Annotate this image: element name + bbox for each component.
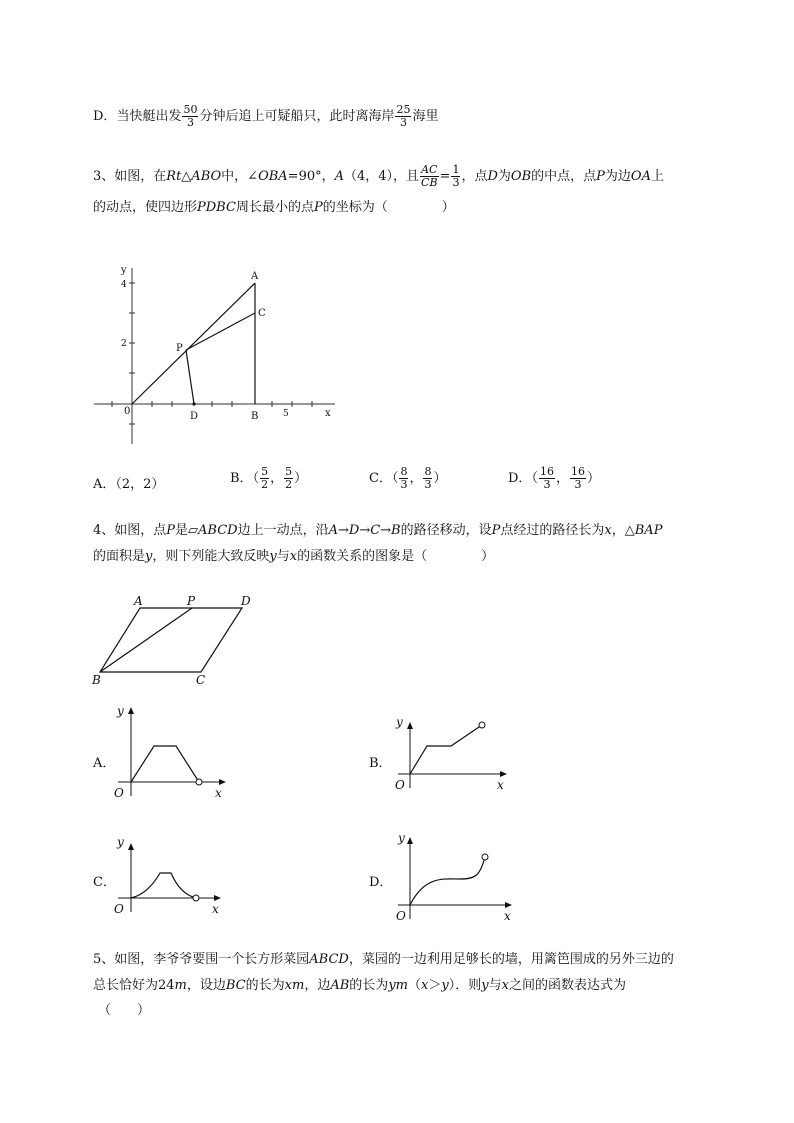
- y-tick-2: 2: [121, 339, 127, 349]
- q3-option-c: C．（ $\frac{8}{3}$ ， $\frac{8}{3}$ ）: [369, 465, 447, 491]
- svg-text:y: y: [398, 831, 405, 845]
- point-D-label: D: [190, 411, 199, 422]
- q3-ratio-fraction: $\frac{AC}{CB}$: [421, 163, 438, 189]
- q4-option-c-label: C．: [93, 875, 116, 890]
- point-P-label: P: [176, 343, 183, 354]
- vertex-D-label: D: [241, 594, 251, 608]
- svg-text:y: y: [117, 704, 124, 718]
- q3-ratio-value: $\frac{1}{3}$: [452, 163, 460, 189]
- graph-a-curve: [131, 746, 199, 782]
- q2-fraction-minutes: $\frac{50}{3}$: [183, 103, 198, 129]
- x-tick-5: 5: [283, 409, 289, 419]
- svg-text:x: x: [212, 902, 219, 916]
- q4-option-a-label: A．: [93, 756, 116, 771]
- x-axis-label: x: [325, 408, 331, 419]
- q2-option-d: D．当快艇出发 $\frac{50}{3}$ 分钟后追上可疑船只，此时离海岸 $\frac{25}{3}$ 海里: [93, 103, 439, 129]
- point-C-label: C: [258, 308, 266, 319]
- svg-text:x: x: [215, 786, 222, 800]
- vertex-B-label: B: [92, 673, 101, 687]
- q5-line2: 总长恰好为24m，设边BC的长为xm，边AB的长为ym（x＞y）．则y与x之间的函数表达式为: [93, 978, 626, 993]
- q5-line1: 5、如图，李爷爷要围一个长方形菜园ABCD，菜园的一边利用足够长的墙，用篱笆围成的另外三边的: [93, 952, 674, 967]
- svg-text:O: O: [395, 778, 405, 792]
- q4-graph-a: [110, 700, 235, 798]
- q5-line3: （ ）: [98, 1003, 151, 1018]
- point-P-label: P: [187, 594, 196, 608]
- svg-text:y: y: [117, 835, 124, 849]
- svg-text:O: O: [114, 902, 124, 916]
- q3-option-a: A．（2，2）: [93, 477, 165, 492]
- origin-label: 0: [124, 406, 131, 417]
- segment-PC: [186, 313, 255, 350]
- q4-line1: 4、如图，点P是▱ABCD边上一动点，沿A→D→C→B的路径移动，设P点经过的路径长为x，△BAP: [93, 523, 663, 538]
- graph-d-curve: [410, 857, 485, 905]
- q3-line2: 的动点，使四边形PDBC周长最小的点P的坐标为（ ）: [93, 200, 455, 215]
- q4-line2: 的面积是y，则下列能大致反映y与x的函数关系的图象是（ ）: [93, 549, 495, 564]
- q4-option-d-label: D．: [369, 875, 393, 890]
- q4-graph-c: [110, 830, 235, 920]
- y-axis-label: y: [121, 265, 127, 276]
- svg-text:O: O: [396, 909, 406, 923]
- segment-PD: [186, 350, 194, 404]
- segment-OA: [132, 283, 255, 404]
- q3-coordinate-figure: [90, 258, 350, 448]
- q3-option-b: B．（ $\frac{5}{2}$ ， $\frac{5}{2}$ ）: [230, 465, 308, 491]
- vertex-A-label: A: [134, 594, 143, 608]
- q3-line1: 3、如图，在Rt△ABO中，∠OBA=90°，A（4，4），且 $\frac{AC}{CB}$ = $\frac{1}{3}$ ，点D为OB的中点，点P为边OA上: [93, 163, 664, 189]
- svg-text:x: x: [497, 778, 504, 792]
- point-B-label: B: [251, 411, 259, 422]
- vertex-C-label: C: [196, 673, 206, 687]
- graph-b-curve: [410, 725, 482, 774]
- q2-fraction-miles: $\frac{25}{3}$: [396, 103, 411, 129]
- svg-text:y: y: [396, 715, 403, 729]
- q4-option-b-label: B．: [369, 756, 392, 771]
- segment-BP: [100, 608, 192, 672]
- q4-parallelogram-figure: [90, 592, 260, 688]
- parallelogram-ABCD: [100, 608, 242, 672]
- point-A-label: A: [251, 271, 259, 282]
- q4-graph-d: [390, 826, 520, 922]
- svg-text:O: O: [114, 786, 124, 800]
- q4-graph-b: [390, 710, 515, 800]
- svg-text:x: x: [504, 909, 511, 923]
- q3-option-d: D．（ $\frac{16}{3}$ ， $\frac{16}{3}$ ）: [508, 465, 600, 491]
- y-tick-4: 4: [121, 280, 127, 290]
- graph-c-curve: [131, 873, 196, 898]
